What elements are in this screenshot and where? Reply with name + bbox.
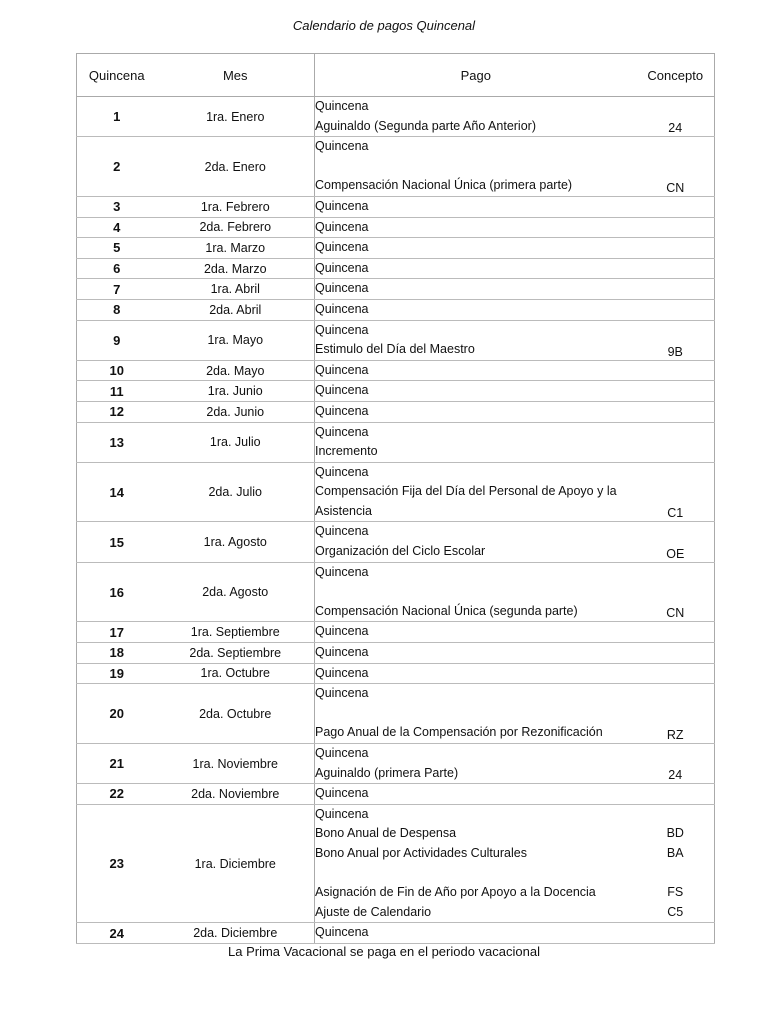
concepto-cell bbox=[637, 217, 715, 238]
concepto-code: BD bbox=[666, 826, 684, 841]
pago-line: Quincena bbox=[315, 645, 369, 660]
table-row bbox=[77, 320, 715, 360]
quincena-number: 6 bbox=[77, 258, 157, 279]
pago-line bbox=[315, 864, 637, 884]
pago-line: Quincena bbox=[315, 240, 369, 255]
quincena-number: 20 bbox=[77, 684, 157, 744]
quincena-number: 16 bbox=[77, 562, 157, 622]
pago-line bbox=[315, 582, 637, 602]
mes-cell: 1ra. Agosto bbox=[157, 522, 315, 562]
pago-line: Quincena bbox=[315, 403, 369, 418]
mes-cell: 2da. Enero bbox=[157, 137, 315, 197]
mes-cell: 1ra. Julio bbox=[157, 422, 315, 462]
pago-line: Ajuste de Calendario bbox=[315, 904, 432, 919]
pago-cell bbox=[315, 562, 637, 622]
concepto-cell bbox=[637, 381, 715, 402]
quincena-number: 14 bbox=[77, 462, 157, 522]
mes-cell: 2da. Junio bbox=[157, 401, 315, 422]
quincena-number: 18 bbox=[77, 643, 157, 664]
pago-line: Quincena bbox=[315, 139, 369, 154]
quincena-number: 15 bbox=[77, 522, 157, 562]
concepto-cell bbox=[637, 401, 715, 422]
table-header-row bbox=[77, 54, 715, 97]
pago-line: Quincena bbox=[315, 383, 369, 398]
quincena-number: 4 bbox=[77, 217, 157, 238]
pago-line: Aguinaldo (primera Parte) bbox=[315, 765, 459, 780]
pago-line: Quincena bbox=[315, 564, 369, 579]
concepto-cell bbox=[637, 643, 715, 664]
pago-line: Quincena bbox=[315, 786, 369, 801]
pago-line bbox=[315, 704, 637, 724]
concepto-cell: 24 bbox=[637, 744, 715, 784]
quincena-number: 2 bbox=[77, 137, 157, 197]
table-row bbox=[77, 217, 715, 238]
pago-cell bbox=[315, 744, 637, 784]
mes-cell: 1ra. Febrero bbox=[157, 196, 315, 217]
mes-cell: 1ra. Enero bbox=[157, 97, 315, 137]
pago-line: Bono Anual por Actividades Culturales bbox=[315, 845, 527, 860]
concepto-cell bbox=[637, 804, 715, 923]
pago-cell bbox=[315, 622, 637, 643]
table-row bbox=[77, 401, 715, 422]
quincena-number: 24 bbox=[77, 923, 157, 944]
mes-cell: 2da. Septiembre bbox=[157, 643, 315, 664]
mes-cell: 2da. Agosto bbox=[157, 562, 315, 622]
pago-line: Compensación Nacional Única (segunda parte) bbox=[315, 603, 578, 618]
pago-line: Quincena bbox=[315, 806, 369, 821]
pago-cell bbox=[315, 217, 637, 238]
pago-line: Quincena bbox=[315, 362, 369, 377]
concepto-cell: C1 bbox=[637, 462, 715, 522]
payment-calendar-table bbox=[76, 53, 715, 944]
concepto-cell: RZ bbox=[637, 684, 715, 744]
table-row bbox=[77, 522, 715, 562]
pago-cell bbox=[315, 784, 637, 805]
quincena-number: 11 bbox=[77, 381, 157, 402]
pago-cell bbox=[315, 196, 637, 217]
quincena-number: 10 bbox=[77, 360, 157, 381]
quincena-number: 5 bbox=[77, 238, 157, 259]
table-row bbox=[77, 299, 715, 320]
pago-cell bbox=[315, 381, 637, 402]
quincena-number: 23 bbox=[77, 804, 157, 923]
quincena-number: 13 bbox=[77, 422, 157, 462]
pago-cell bbox=[315, 238, 637, 259]
table-row bbox=[77, 360, 715, 381]
mes-cell: 2da. Diciembre bbox=[157, 923, 315, 944]
pago-cell bbox=[315, 137, 637, 197]
concepto-code: FS bbox=[667, 885, 684, 900]
quincena-number: 17 bbox=[77, 622, 157, 643]
mes-cell: 1ra. Noviembre bbox=[157, 744, 315, 784]
concepto-cell: CN bbox=[637, 137, 715, 197]
concepto-cell: 9B bbox=[637, 320, 715, 360]
concepto-code bbox=[637, 805, 715, 825]
mes-cell: 2da. Octubre bbox=[157, 684, 315, 744]
concepto-cell bbox=[637, 923, 715, 944]
mes-cell: 2da. Mayo bbox=[157, 360, 315, 381]
quincena-number: 3 bbox=[77, 196, 157, 217]
pago-line: Estimulo del Día del Maestro bbox=[315, 342, 475, 357]
table-row bbox=[77, 137, 715, 197]
pago-cell bbox=[315, 804, 637, 923]
pago-cell bbox=[315, 663, 637, 684]
concepto-cell bbox=[637, 622, 715, 643]
table-row bbox=[77, 744, 715, 784]
quincena-number: 7 bbox=[77, 279, 157, 300]
pago-cell bbox=[315, 643, 637, 664]
table-row bbox=[77, 923, 715, 944]
mes-cell: 2da. Julio bbox=[157, 462, 315, 522]
header-mes: Mes bbox=[157, 54, 315, 97]
pago-line: Bono Anual de Despensa bbox=[315, 826, 457, 841]
concepto-cell: 24 bbox=[637, 97, 715, 137]
table-row bbox=[77, 422, 715, 462]
quincena-number: 22 bbox=[77, 784, 157, 805]
pago-cell bbox=[315, 401, 637, 422]
mes-cell: 1ra. Mayo bbox=[157, 320, 315, 360]
concepto-cell: CN bbox=[637, 562, 715, 622]
pago-line: Pago Anual de la Compensación por Rezonificación bbox=[315, 725, 603, 740]
concepto-cell: OE bbox=[637, 522, 715, 562]
pago-line: Quincena bbox=[315, 260, 369, 275]
footer-note: La Prima Vacacional se paga en el periodo vacacional bbox=[228, 944, 540, 959]
pago-cell bbox=[315, 97, 637, 137]
pago-line: Quincena bbox=[315, 322, 369, 337]
mes-cell: 1ra. Abril bbox=[157, 279, 315, 300]
pago-cell bbox=[315, 522, 637, 562]
pago-line: Quincena bbox=[315, 624, 369, 639]
table-body bbox=[77, 97, 715, 944]
table-row bbox=[77, 784, 715, 805]
concepto-cell bbox=[637, 784, 715, 805]
mes-cell: 2da. Marzo bbox=[157, 258, 315, 279]
concepto-cell bbox=[637, 279, 715, 300]
header-quincena: Quincena bbox=[77, 54, 157, 97]
pago-cell bbox=[315, 684, 637, 744]
mes-cell: 2da. Febrero bbox=[157, 217, 315, 238]
concepto-code bbox=[637, 864, 715, 884]
pago-line: Quincena bbox=[315, 665, 369, 680]
quincena-number: 9 bbox=[77, 320, 157, 360]
pago-line: Quincena bbox=[315, 925, 369, 940]
header-pago: Pago bbox=[315, 54, 637, 97]
mes-cell: 2da. Abril bbox=[157, 299, 315, 320]
pago-line: Quincena bbox=[315, 746, 369, 760]
pago-line: Quincena bbox=[315, 281, 369, 296]
mes-cell: 1ra. Marzo bbox=[157, 238, 315, 259]
mes-cell: 1ra. Diciembre bbox=[157, 804, 315, 923]
pago-cell bbox=[315, 299, 637, 320]
table-row bbox=[77, 196, 715, 217]
mes-cell: 1ra. Septiembre bbox=[157, 622, 315, 643]
mes-cell: 1ra. Octubre bbox=[157, 663, 315, 684]
pago-cell bbox=[315, 279, 637, 300]
pago-line: Compensación Fija del Día del Personal de Apoyo y la Asistencia bbox=[315, 484, 617, 518]
pago-cell bbox=[315, 462, 637, 522]
document-title: Calendario de pagos Quincenal bbox=[292, 18, 476, 33]
concepto-code: C5 bbox=[667, 904, 684, 919]
pago-line bbox=[315, 157, 637, 177]
table-row bbox=[77, 381, 715, 402]
concepto-cell bbox=[637, 360, 715, 381]
concepto-cell bbox=[637, 196, 715, 217]
table-row bbox=[77, 279, 715, 300]
table-row bbox=[77, 238, 715, 259]
pago-line: Quincena bbox=[315, 219, 369, 234]
pago-cell bbox=[315, 258, 637, 279]
table-row bbox=[77, 643, 715, 664]
pago-line: Quincena bbox=[315, 686, 369, 701]
pago-line: Quincena bbox=[315, 524, 369, 539]
quincena-number: 8 bbox=[77, 299, 157, 320]
pago-line: Aguinaldo (Segunda parte Año Anterior) bbox=[315, 118, 536, 133]
mes-cell: 1ra. Junio bbox=[157, 381, 315, 402]
quincena-number: 1 bbox=[77, 97, 157, 137]
table-row bbox=[77, 258, 715, 279]
table-row bbox=[77, 562, 715, 622]
pago-line: Quincena bbox=[315, 99, 369, 113]
pago-cell bbox=[315, 360, 637, 381]
concepto-code: BA bbox=[666, 845, 684, 860]
header-concepto: Concepto bbox=[637, 54, 715, 97]
table-row bbox=[77, 663, 715, 684]
table-row bbox=[77, 804, 715, 923]
concepto-cell bbox=[637, 663, 715, 684]
pago-line: Quincena bbox=[315, 464, 369, 479]
table-row bbox=[77, 462, 715, 522]
pago-line: Quincena bbox=[315, 424, 369, 439]
pago-line: Quincena bbox=[315, 198, 369, 213]
table-row bbox=[77, 97, 715, 137]
concepto-cell bbox=[637, 258, 715, 279]
mes-cell: 2da. Noviembre bbox=[157, 784, 315, 805]
pago-cell bbox=[315, 422, 637, 462]
pago-cell bbox=[315, 923, 637, 944]
pago-line: Compensación Nacional Única (primera parte) bbox=[315, 178, 573, 193]
concepto-cell bbox=[637, 238, 715, 259]
pago-cell bbox=[315, 320, 637, 360]
quincena-number: 21 bbox=[77, 744, 157, 784]
quincena-number: 12 bbox=[77, 401, 157, 422]
pago-line: Quincena bbox=[315, 301, 369, 316]
quincena-number: 19 bbox=[77, 663, 157, 684]
concepto-cell bbox=[637, 422, 715, 462]
pago-line: Incremento bbox=[315, 444, 378, 459]
table-row bbox=[77, 684, 715, 744]
pago-line: Asignación de Fin de Año por Apoyo a la Docencia bbox=[315, 885, 596, 900]
concepto-cell bbox=[637, 299, 715, 320]
table-row bbox=[77, 622, 715, 643]
pago-line: Organización del Ciclo Escolar bbox=[315, 544, 486, 559]
